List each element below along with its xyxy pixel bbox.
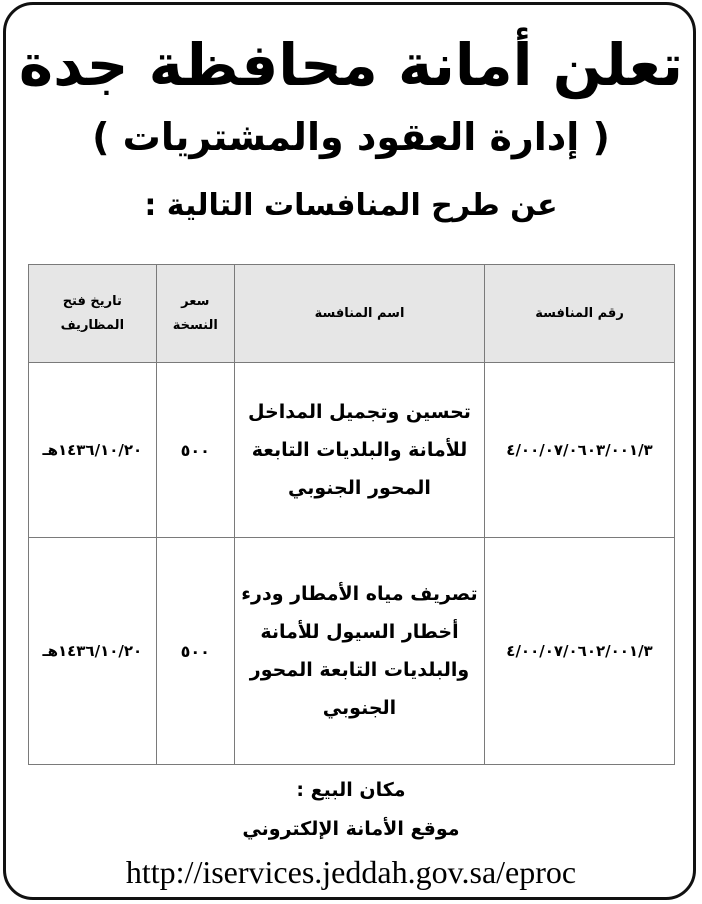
copy-price: ٥٠٠ (156, 363, 234, 538)
department-subtitle: ( إدارة العقود والمشتريات ) (92, 115, 610, 159)
table-row (29, 363, 675, 538)
announcement-title: تعلن أمانة محافظة جدة (18, 31, 684, 99)
tender-number: ٤/٠٠/٠٧/٠٦٠٢/٠٠١/٣ (485, 538, 675, 765)
tenders-table (28, 264, 675, 765)
announcement-intro: عن طرح المنافسات التالية : (144, 188, 558, 223)
tender-name: تحسين وتجميل المداخل للأمانة والبلديات التابعة المحور الجنوبي (234, 363, 484, 538)
sale-location-place: موقع الأمانة الإلكتروني (242, 818, 460, 840)
header-tender-number: رقم المنافسة (485, 265, 675, 363)
opening-date: ١٤٣٦/١٠/٢٠هـ (29, 363, 157, 538)
header-tender-name: اسم المنافسة (234, 265, 484, 363)
table-row (29, 538, 675, 765)
tender-name: تصريف مياه الأمطار ودرء أخطار السيول للأمانة والبلديات التابعة المحور الجنوبي (234, 538, 484, 765)
header-copy-price: سعر النسخة (156, 265, 234, 363)
copy-price: ٥٠٠ (156, 538, 234, 765)
table-header-row (29, 265, 675, 363)
tender-number: ٤/٠٠/٠٧/٠٦٠٣/٠٠١/٣ (485, 363, 675, 538)
sale-location-label: مكان البيع : (296, 779, 406, 801)
header-opening-date: تاريخ فتح المظاريف (29, 265, 157, 363)
sale-url-link[interactable]: http://iservices.jeddah.gov.sa/eproc (125, 854, 577, 890)
opening-date: ١٤٣٦/١٠/٢٠هـ (29, 538, 157, 765)
